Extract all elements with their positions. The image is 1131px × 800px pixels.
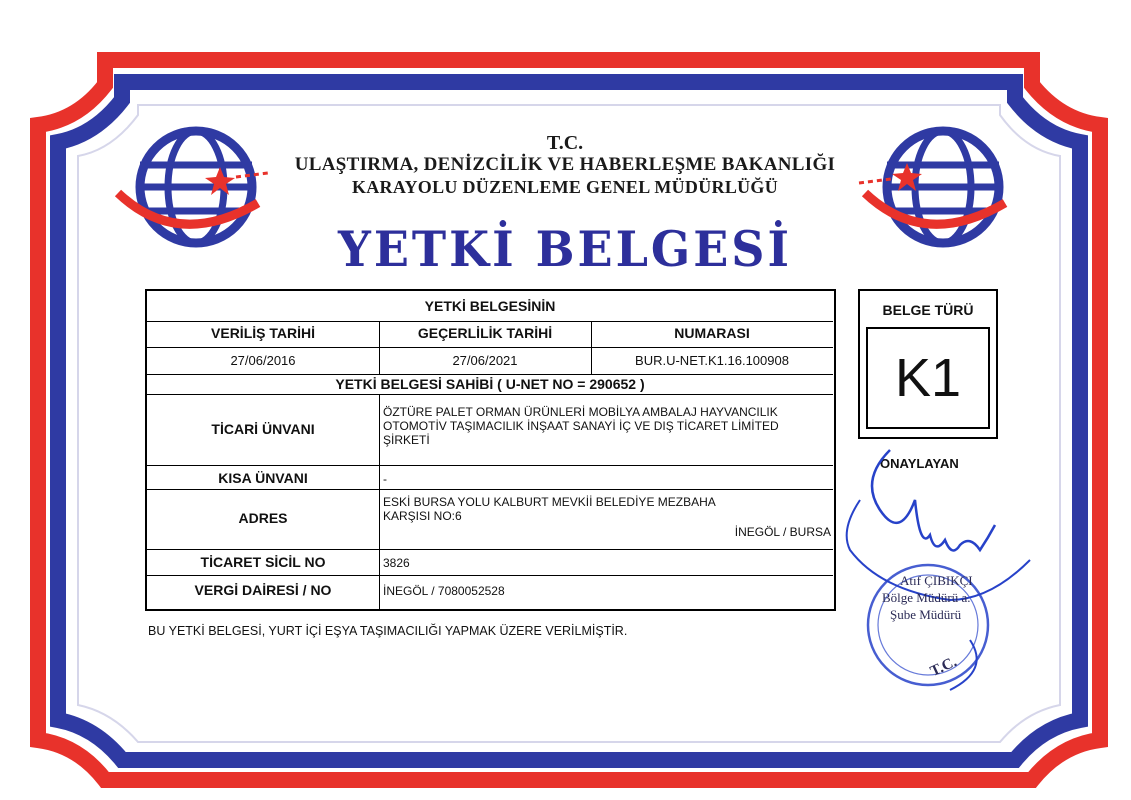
stamp-text: T.C. — [927, 653, 960, 681]
document-type-label: BELGE TÜRÜ — [882, 302, 974, 318]
ministry-globe-logo-right — [855, 125, 1020, 250]
trade-name-value: ÖZTÜRE PALET ORMAN ÜRÜNLERİ MOBİLYA AMBALAJ HAYVANCILIK OTOMOTİV TAŞIMACILIK İNŞAAT SANAYİ İÇ VE DIŞ TİCARET LİMİTED ŞİRKETİ — [383, 405, 779, 447]
certificate-table — [145, 289, 836, 611]
directorate-name: KARAYOLU DÜZENLEME GENEL MÜDÜRLÜĞÜ — [351, 177, 779, 197]
owner-title: YETKİ BELGESİ SAHİBİ ( U-NET NO = 290652 ) — [335, 376, 645, 392]
address-city: İNEGÖL / BURSA — [734, 525, 831, 539]
trade-name-label: TİCARİ ÜNVANI — [211, 421, 315, 437]
tax-value: İNEGÖL / 7080052528 — [383, 584, 505, 598]
certificate-number: BUR.U-NET.K1.16.100908 — [635, 353, 789, 368]
registry-label: TİCARET SİCİL NO — [200, 554, 326, 570]
issue-date: 27/06/2016 — [230, 353, 296, 368]
short-name-label: KISA ÜNVANI — [218, 470, 308, 486]
ministry-globe-logo-left — [108, 125, 273, 250]
valid-date: 27/06/2021 — [452, 353, 518, 368]
col-number: NUMARASI — [674, 325, 750, 341]
short-name-value: - — [383, 472, 387, 486]
section-title: YETKİ BELGESİNİN — [424, 298, 556, 314]
footer-statement: BU YETKİ BELGESİ, YURT İÇİ EŞYA TAŞIMACILIĞI YAPMAK ÜZERE VERİLMİŞTİR. — [148, 624, 628, 638]
signatory-role-1: Bölge Müdürü a. — [882, 590, 971, 605]
approver-label: ONAYLAYAN — [880, 456, 959, 471]
header — [260, 132, 870, 198]
header-tc: T.C. — [546, 132, 584, 154]
document-type-value: K1 — [866, 327, 990, 429]
document-type-box — [858, 289, 998, 439]
signatory-role-2: Şube Müdürü — [890, 607, 962, 622]
tax-label: VERGİ DAİRESİ / NO — [194, 582, 332, 598]
col-valid-date: GEÇERLİLİK TARİHİ — [417, 325, 553, 341]
signatory-name: Atıf ÇIBIKÇI — [900, 573, 973, 588]
document-title: YETKİ BELGESİ — [337, 220, 792, 278]
col-issue-date: VERİLİŞ TARİHİ — [211, 325, 315, 341]
registry-value: 3826 — [383, 556, 410, 570]
address-label: ADRES — [238, 510, 288, 526]
ministry-name: ULAŞTIRMA, DENİZCİLİK VE HABERLEŞME BAKANLIĞI — [294, 154, 836, 175]
address-value: ESKİ BURSA YOLU KALBURT MEVKİİ BELEDİYE MEZBAHA KARŞISI NO:6 — [383, 495, 716, 523]
